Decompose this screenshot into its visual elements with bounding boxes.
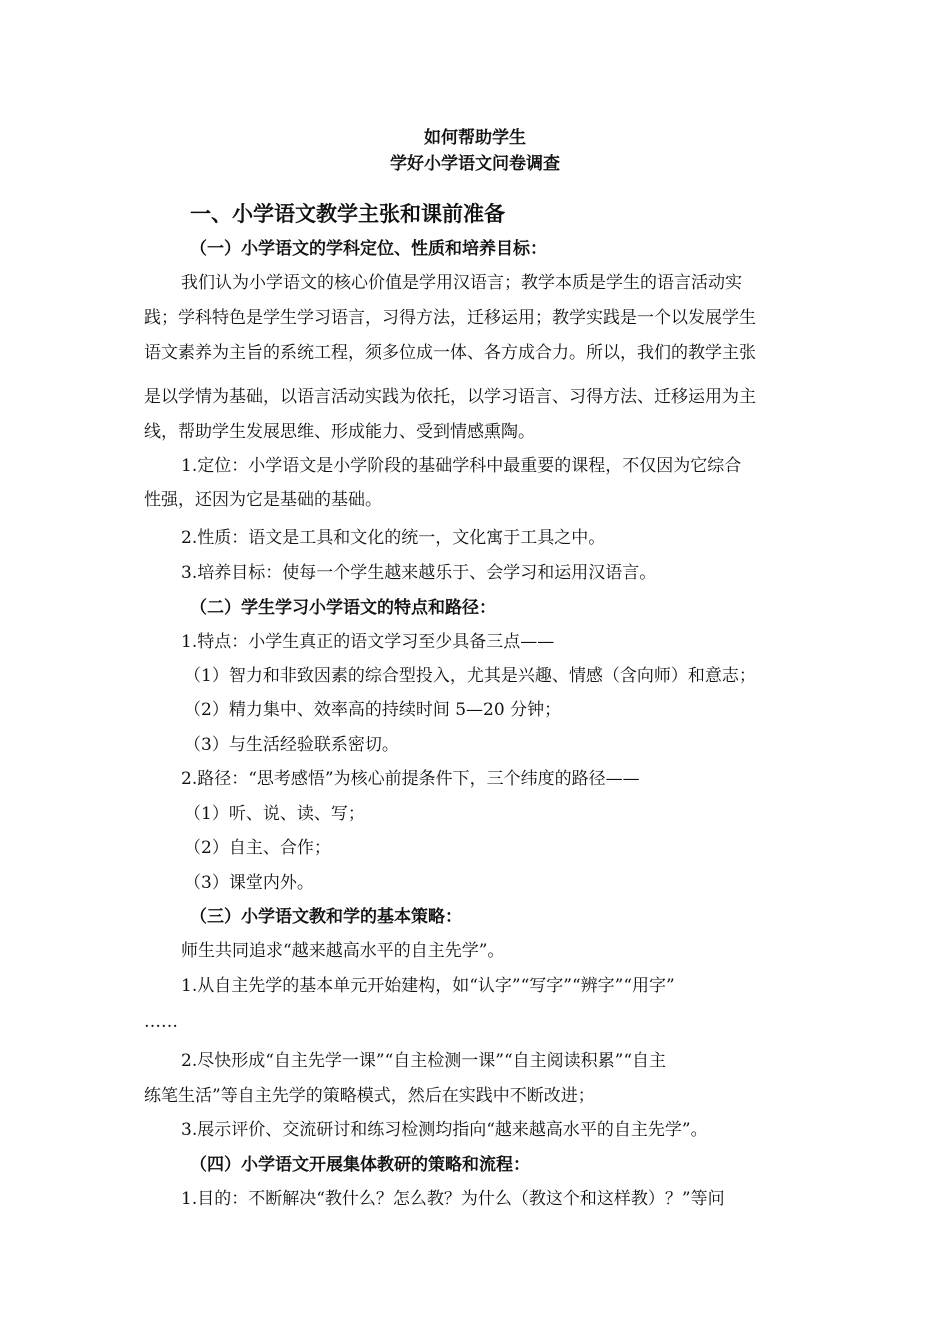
section-heading: 一、小学语文教学主张和课前准备 xyxy=(190,201,505,226)
subsection-heading: （一）小学语文的学科定位、性质和培养目标： xyxy=(190,239,547,259)
paragraph-line: 师生共同追求“越来越高水平的自主先学”。 xyxy=(181,941,505,961)
list-item: （2）自主、合作； xyxy=(184,838,331,858)
subsection-heading: （二）学生学习小学语文的特点和路径： xyxy=(190,598,496,618)
subsection-heading: （三）小学语文教和学的基本策略： xyxy=(190,907,462,927)
paragraph-line: 践；学科特色是学生学习语言，习得方法，迁移运用；教学实践是一个以发展学生 xyxy=(144,308,756,328)
list-item: 练笔生活”等自主先学的策略模式，然后在实践中不断改进； xyxy=(144,1086,595,1106)
list-item: 3.展示评价、交流研讨和练习检测均指向“越来越高水平的自主先学”。 xyxy=(181,1120,708,1140)
list-item: 3.培养目标：使每一个学生越来越乐于、会学习和运用汉语言。 xyxy=(181,563,657,583)
subsection-heading: （四）小学语文开展集体教研的策略和流程： xyxy=(190,1155,530,1175)
list-item: 2.尽快形成“自主先学一课”“自主检测一课”“自主阅读积累”“自主 xyxy=(181,1051,667,1071)
list-item: 1.定位：小学语文是小学阶段的基础学科中最重要的课程，不仅因为它综合 xyxy=(181,456,742,476)
list-item: （2）精力集中、效率高的持续时间 5—20 分钟； xyxy=(184,700,562,720)
list-item: （3）与生活经验联系密切。 xyxy=(184,735,399,755)
paragraph-line: 线，帮助学生发展思维、形成能力、受到情感熏陶。 xyxy=(144,422,535,442)
list-item: 性强，还因为它是基础的基础。 xyxy=(144,490,382,510)
list-item: 1.从自主先学的基本单元开始建构，如“认字”“写字”“辨字”“用字” xyxy=(181,976,675,996)
paragraph-line: 是以学情为基础，以语言活动实践为依托，以学习语言、习得方法、迁移运用为主 xyxy=(144,387,756,407)
paragraph-line: 语文素养为主旨的系统工程，须多位成一体、各方成合力。所以，我们的教学主张 xyxy=(144,343,756,363)
list-item: 1.目的：不断解决“教什么？怎么教？为什么（教这个和这样教）？”等问 xyxy=(181,1189,725,1209)
list-item: 2.路径：“思考感悟”为核心前提条件下，三个纬度的路径—— xyxy=(181,769,640,789)
list-item: …… xyxy=(144,1012,178,1032)
paragraph-line: 我们认为小学语文的核心价值是学用汉语言；教学本质是学生的语言活动实 xyxy=(181,273,742,293)
doc-title-line2: 学好小学语文问卷调查 xyxy=(390,154,560,174)
doc-title-line1: 如何帮助学生 xyxy=(424,128,526,148)
list-item: 2.性质：语文是工具和文化的统一，文化寓于工具之中。 xyxy=(181,528,606,548)
list-item: （3）课堂内外。 xyxy=(184,873,314,893)
list-item: （1）智力和非致因素的综合型投入，尤其是兴趣、情感（含向师）和意志； xyxy=(184,666,756,686)
list-item: 1.特点：小学生真正的语文学习至少具备三点—— xyxy=(181,632,555,652)
list-item: （1）听、说、读、写； xyxy=(184,804,365,824)
